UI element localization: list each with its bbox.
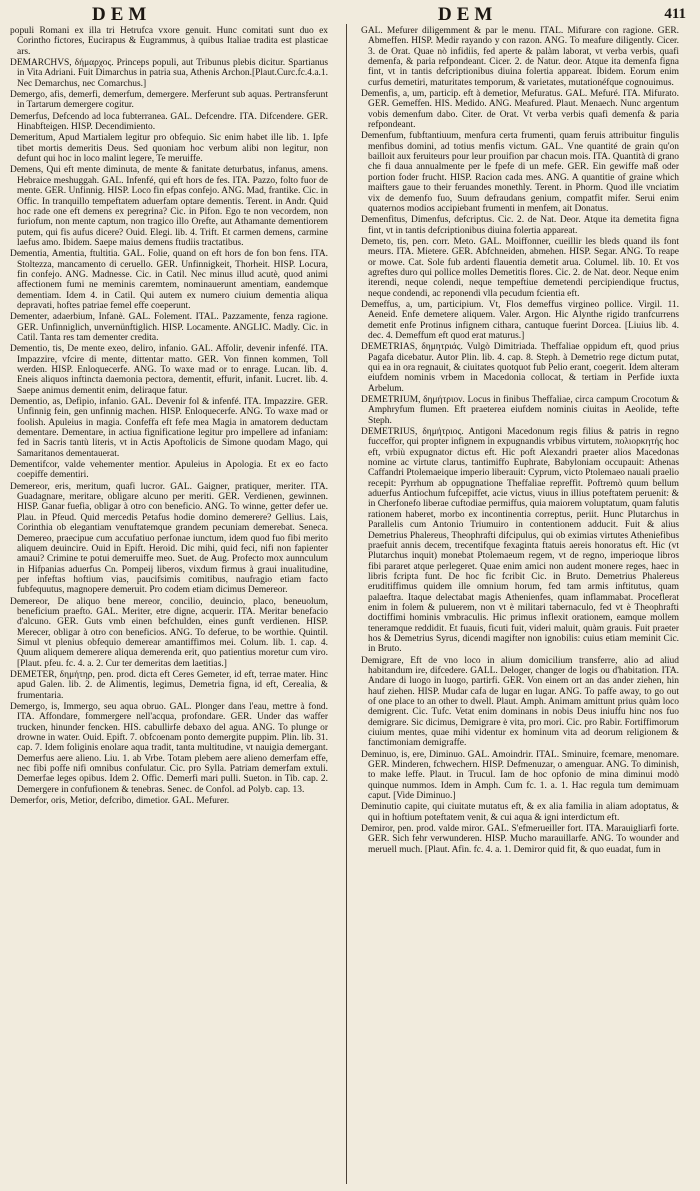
dictionary-entry: Demigrare, Eft de vno loco in alium domicilium transferre, alio ad aliud habitandum ire, difcedere. GALL. Deloger, changer de logis ou d'habitation. ITA. Andare di luogo in luogo, partirfi. GER. Von einem ort an das ander ziehen, hin hauf ziehen. HISP. Mudar cafa de lugar en lugar. ANG. To paffe away, to go out of one place to an other to dwell. Plaut. Amph. Animam amittunt prius quàm loco demigrent. Cic. Tufc. Vetat enim dominans in nobis Deus iniuffu hinc nos fuo demigrare. Sic dicimus, Demigrare è vita, pro mori. Cic. pro Rabir. Fortiffimorum ciuium mentes, quae mihi videntur ex hominum vita ad deorum religionem & fanctimoniam demigraffe. [361,655,679,749]
dictionary-entry: Deminutio capite, qui ciuitate mutatus eft, & ex alia familia in aliam adoptatus, & qui in hoftium poteftatem venit, & cui aqua & igni interdictum eft. [361,802,679,823]
left-running-headword: DEM [92,4,152,25]
right-running-headword: DEM [438,4,498,25]
dictionary-entry: DEMETER, δημήτηρ, pen. prod. dicta eft Ceres Gemeter, id eft, terrae mater. Hinc apud Galen. lib. 2. de Alimentis, legimus, Demetria figna, id eft, Cerealia, & frumentaria. [10,669,328,701]
dictionary-entry: Demiror, pen. prod. valde miror. GAL. S'efmerueiller fort. ITA. Marauigliarfi forte. GER. Sich fehr verwunderen. HISP. Mucho marauillarfe. ANG. To wounder and meruell much. [Plaut. Afin. fc. 4. a. 1. Demiror quid fit, & quo euadat, fum in [361,824,679,855]
dictionary-entry: Dementia, Amentia, ftultitia. GAL. Folie, quand on eft hors de fon bon fens. ITA. Stoltezza, mancamento di ceruello. GER. Unfinnigkeit, Thorheit. HISP. Locura, fin confejo. ANG. Madnesse. Cic. in Catil. Nec minus illud acutè, quod animi affectionem fumi ne meminis caremtem, nominauerunt amentiam, eandemque dementiam. Idem 4. in Catil. Qui autem ex numero ciuium dementia aliqua depravati, hoftes patriae femel effe coeperunt. [10,249,328,311]
dictionary-entry: DEMETRIUM, δημήτριον. Locus in finibus Theffaliae, circa campum Crocotum & Amphryfum flumen. Eft praeterea eiufdem nominis ciuitas in Aeolide, tefte Steph. [361,395,679,426]
dictionary-entry: Demerfor, oris, Metior, defcribo, dimetior. GAL. Mefurer. [10,796,230,807]
left-column [10,26,328,1186]
dictionary-entry: Demenfum, fubftantiuum, menfura certa frumenti, quam feruis attribuitur fingulis menfibus domini, ad totius menfis victum. GAL. Vne quantité de grain qu'on bailloit aux feruiteurs pour leur prouifion par chacun mois. ITA. Quantità di grano che fi daua annualmente per le fpefe di un mefe. GER. Ein gewiffe maß oder portion foder frucht. HISP. Racion cada mes. ANG. A quantitie of graine which maifters gaue to their feruandes monethly. Terent. in Phorm. Quod ille vnciatim vix de demenfo fuo, Suum defraudans genium, compatfit mifer. Serui enim quaternos modios accipiebant frumenti in menfem, ait Donatus. [361,131,679,214]
dictionary-entry: Demenfitus, Dimenfus, defcriptus. Cic. 2. de Nat. Deor. Atque ita demetita figna fint, vt in tantis defcriptionibus diuina folertia appareat. [361,215,679,236]
dictionary-entry: Demeto, tis, pen. corr. Meto. GAL. Moiffonner, cueillir les bleds quand ils font meurs. ITA. Mietere. GER. Abfchneiden, abmehen. HISP. Segar. ANG. To reape or mowe. Cat. Sole fub ardenti flauentia demetit arua. Columel. lib. 10. Et vos agreftes duro qui pollice molles Demetitis flores. Cic. 2. de Nat. deor. Neque enim iterendi, neque colendi, neque tempeftiue demetendi percipiendique fructus, neque condendi, ac reponendi vlla pecudum fcientia eft. [361,236,679,299]
dictionary-entry: Demens, Qui eft mente diminuta, de mente & fanitate deturbatus, infanus, amens. Hebraice meshuggah. GAL. Infenfé, qui eft hors de fes. ITA. Pazzo, folto fuor de mente. GER. Unfinnig. HISP. Loco fin efpas confejo. ANG. Mad, frantike. Cic. in Offic. In tranquillo tempeftatem aduerfam optare dementis. Terent. in Andr. Quid hoc rade one eft demens ex peregrina? Cic. in Pifon. Ego te non vecordem, non furiofum, non mente captum, non tragico illo Orefte, aut Athamante dementiorem putem, qui fis aufus dicere? Ouid. Elegi. lib. 4. Trift. Et carmen demens, carmine laefus amo. Ibidem. Saepe maius demens ftudiis tractatibus. [10,165,328,248]
dictionary-entry: populi Romani ex illa tri Hetrufca vxore genuit. Hunc comitati sunt duo ex Corintho fictores, Eucirapus & Eugrammus, à quibus Italiae tradita est plasticae ars. [10,26,328,57]
dictionary-entry: Demeritum, Apud Martialem legitur pro obfequio. Sic enim habet ille lib. 1. Ipfe tibet mortis demeritis Deus. Sed quoniam hoc verbum alibi non legitur, non defunt qui hoc in loco malint legere, Te meruiffe. [10,133,328,165]
dictionary-entry: GAL. Mefurer diligemment & par le menu. ITAL. Mifurare con ragione. GER. Abmeffen. HISP. Medir rayando y con razon. ANG. To meafure diligently. Cicer. 3. de Orat. Quae nò infidiis, fed aperte & palàm laborat, vt verba verbis, quafi demenfa, & paria refpondeant. Cicer. 2. de Natur. deor. Atque ita demenfa figna fint, vt in tantis defcriptionibus diuina folertia appareat. Ibidem. Eorum enim curfus demetiri, maturitates temporum, & varietates, mutationéfque cognouimus. [361,26,679,88]
column-divider [346,24,347,1184]
dictionary-entry: Demergo, afis, demerfi, demerfum, demergere. Merferunt sub aquas. Pertransferunt in Tartarum demergere cogitur. [10,90,328,111]
dictionary-entry: Demergo, is, Immergo, seu aqua obruo. GAL. Plonger dans l'eau, mettre à fond. ITA. Affondare, fommergere nell'acqua, profondare. GER. Under das waffer trucken, hinunder fencken. HIS. cabullirfe debaxo del agua. ANG. To plunge or drowne in water. Ouid. Epift. 7. obfcoenam ponto demergite puppim. Plin. lib. 31. cap. 7. Idem foliginis enolare aqua tradit, tanta multitudine, vt nauigia demergant. Demerfus aere alieno. Liu. 1. ab Vrbe. Totam plebem aere alieno demerfam effe, nec fibi poffe nifi omnibus confulatur. Cic. pro Sylla. Patriam demerfam extuli. Demerfae leges opibus. Idem 2. Offic. Demerfi mari pulli. Sueton. in Tib. cap. 2. Demergere in confufionem & tenebras. Senec. de Confol. ad Polyb. cap. 13. [10,702,328,795]
dictionary-entry: Demereor, eris, meritum, quafi lucror. GAL. Gaigner, pratiquer, meriter. ITA. Guadagnare, meritare, obligare alcuno per meriti. GER. Verdienen, gewinnen. HISP. Ganar fuefia, obligar à otro con beneficio. ANG. To winne, getter defer ue. Plau. in Pfeud. Quid mercedis Petafus hodie domino demerere? Gellius. Lais, Corinthia ob elegantiam venuftatemque grandem pecuniam demerebat. Seneca. Demereo, praecipue cum accufatiuo perfonae iunctum, idem quod fuo fibi merito aliquem deuincire. Ouid in Epift. Heroid. Dic mihi, quid feci, nifi non fapienter amaui? Crimine te potui demeruiffe meo. Suet. de Aug. Profecto mox aunnculum in Hifpanias aduerfus Cn. Pompeij liberos, vixdum firmus à graui inualitudine, per infeftas hoftium vias, paucifsimis comitibus, naufragio etiam facto fubfequutus, magnopere demeruit. Pro codem etiam dicimus Demereor. [10,481,328,596]
dictionary-entry: DEMETRIAS, δημητριάς. Vulgò Dimitriada. Theffaliae oppidum eft, quod prius Pagafa dicebatur. Autor Plin. lib. 4. cap. 8. Steph. à Demetrio rege dictum putat, qui ea in ora regnauit, & ciuitates quotquot fub Pelio erant, coegerit. Idem alteram eiufdem nominis vrbem in Macedonia collocat, & tertiam in Perfide iuxta Arbelum. [361,342,679,394]
dictionary-entry: Dementifcor, valde vehementer mentior. Apuleius in Apologia. Et ex eo facto coepiffe dementiri. [10,460,328,481]
dictionary-entry: Deminuo, is, ere, Diminuo. GAL. Amoindrir. ITAL. Sminuire, fcemare, menomare. GER. Minderen, fchwechern. HISP. Defmenuzar, o amenguar. ANG. To diminish, to make leffe. Plaut. in Trucul. Iam de hoc opfonio de mina diminui modò quinque nummos. Idem in Amph. Cum fc. 1. a. 1. Hac regula tum demimuam caput. [Vide Diminuo.] [361,749,679,802]
dictionary-entry: Demerfus, Defcendo ad loca fubterranea. GAL. Defcendre. ITA. Difcendere. GER. Hinabfteigen. HISP. Decendimiento. [10,111,328,133]
page-number: 411 [664,6,686,22]
right-column [361,26,679,1186]
dictionary-entry: Demeffus, a, um, participium. Vt, Flos demeffus virgineo pollice. Virgil. 11. Aeneid. Enfe demetere aliquem. Valer. Argon. Hic Alynthe rigido tranfcurrens demetit enfe Protinus infignem cithara, cantuque fuerint Dorcea. [Liuius lib. 4. dec. 4. Demeffum eft quod erat maturus.] [361,299,679,341]
dictionary-entry: Dementer, adaerbium, Infanè. GAL. Folement. ITAL. Pazzamente, fenza ragione. GER. Unfinniglich, unvernünftiglich. HISP. Locamente. ANGLIC. Madly. Cic. in Catil. Tanta res tam dementer credita. [10,312,328,343]
dictionary-entry: DEMETRIUS, δημήτριος. Antigoni Macedonum regis filius & patris in regno fucceffor, qui propter infignem in expugnandis vrbibus virtutem, πολιορκητής hoc eft, vrbiù expugnator dictus eft. Hic poft Alexandri praeter alios Macedonas nomine ac virtute clarus, tantimiffo Euphrate, Babyloniam occupauit: Athenas Caffandri Ptolemaeique imperio liberauit: Cyprum, victo Ptolemaeo nauali praelio recepit: Pyrrhum ab oppugnatione Theffaliae repreffit. Poftremò quum bellum aduerfus Antiochum fufcepiffet, acie victus, viuus in illius poteftatem peruenit: & in Cherfonefo liberae cuftodiae permiffus, quia maiorem voluptatum, quam falutis rationem haberet, morbo ex incontinentia correptus, periit. Hunc Plutarchus in Parallelis cum Antonio Triumuiro in contentionem adducit. Fuit & alius Demetrius Phalereus, Theophrafti difcipulus, qui ob eximias virtutes Atheniefibus praefuit annis decem, trecentifque fexaginta ftatuis aereis honoratus eft. Hic (vt Plutarchus inquit) monebat Ptolemaeum regem, vt de regno, imperioque libros fibi pararet atque perlegeret. Quae enim amici non audent monere reges, haec in libris fcripta funt. De hoc fic fcribit Cic. in Bruto. Demetrius Phalereus eruditiffimus quidem ille omnium horum, fed tam armis inftitutus, quam palaeftra. Itaque delectabat magis Athenienfes, quam inflammabat. Proceflerat enim in folem & puluerem, non vt è militari tabernaculo, fed vt è Theophrafti doctiffimi hominis vmbraculis. Hic primus inflexit orationem, eamque mollem teneramque reddidit. Et fuauis, ficuti fuit, videri maluit, quàm grauis. Fuit praeter hos & Demetrius Syrus, dicendi magifter non ignobilis: cuius etiam meminit Cic. in Bruto. [361,427,679,655]
dictionary-entry: DEMARCHVS, δήμαρχος. Princeps populi, aut Tribunus plebis dicitur. Spartianus in Vita Adriani. Fuit Dimarchus in patria sua, Athenis Archon.[Plaut.Curc.fc.4.a.1. Nec Demarchus, nec Comarchus.] [10,58,328,89]
dictionary-entry: Demereor, De aliquo bene mereor, concilio, deuincio, placo, beneuolum, beneficium praefto. GAL. Meriter, etre digne, acquerir. ITA. Meritar benefacio d'alcuno. GER. Guts vmb einen befchulden, eines gunft verdienen. HISP. Merecer, obligar à otro con beneficios. ANG. To deferue, to be worthie. Quintil. Simul vt plenius obfequio demerear amantiffimos mei. Colum. lib. 1. cap. 4. Quum aliquem demerere aliqua demerenda erit, quo patientius moretur cum viro. [Plaut. pfeu. fc. 4. a. 2. Cur ter demeritas dem laetitias.] [10,596,328,669]
dictionary-entry: Dementio, as, Defipio, infanio. GAL. Devenir fol & infenfé. ITA. Impazzire. GER. Unfinnig fein, gen unfinnig machen. HISP. Enloquecerfe. ANG. To waxe mad or foolish. Apuleius in magia. Confeffa eft fefe mea Magia in amatorem deductam dementare. Dementare, in actiua fignificatione legitur pro impellere ad infaniam: fed in Sacris tantù literis, vt in Actis Apoftolicis de Simone quodam Mago, qui Samaritanos dementauerat. [10,397,328,459]
page-header [0,0,700,26]
dictionary-entry: Demenfis, a, um, particip. eft à demetior, Mefuratus. GAL. Mefuré. ITA. Mifurato. GER. Gemeffen. HIS. Medido. ANG. Meafured. Plaut. Menaech. Nunc argentum vobis demenfum dabo. Citer. de Orat. Vt verba verbis quafi demenfa & paria refpondeant. [361,89,679,131]
dictionary-entry: Dementio, tis, De mente exeo, deliro, infanio. GAL. Affolir, devenir infenfé. ITA. Impazzire, vfcire di mente, dittentar matto. GER. Von finnen kommen, Toll werden. HISP. Enloquecerfe. ANG. To waxe mad or to enrage. Lucan. lib. 4. Eneis aliquos inftincta daemonia pectora, dementit, effurit, infanit. Lucret. lib. 4. Saepe animus dementit enim, deliraque fatur. [10,344,328,396]
